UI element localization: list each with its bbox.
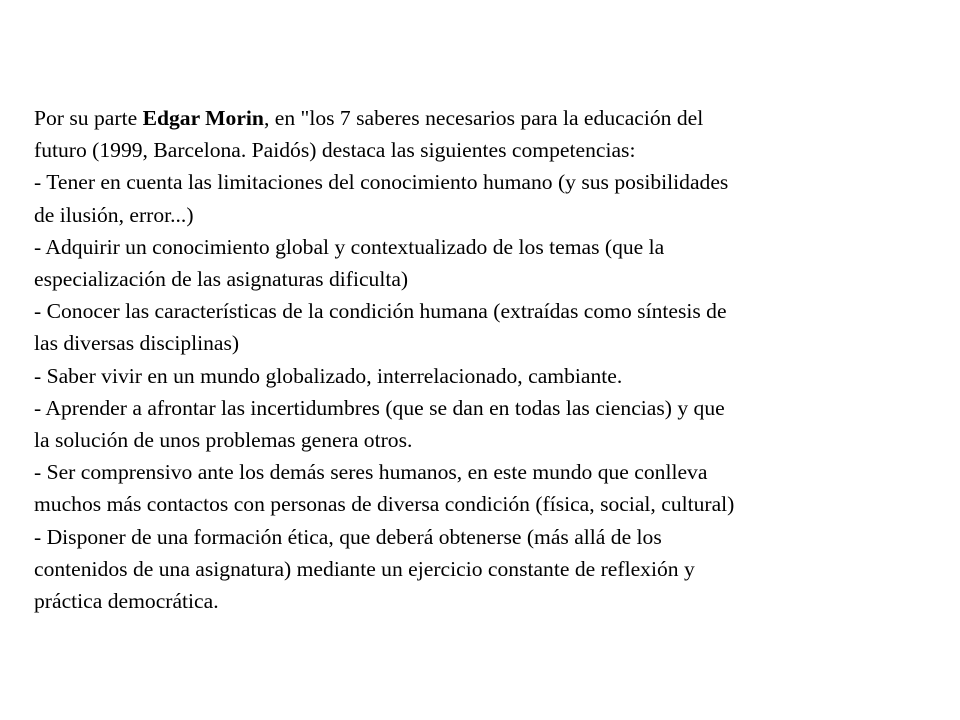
text-line-12: - Ser comprensivo ante los demás seres humanos, en este mundo que conlleva (34, 460, 708, 485)
text-line-9: - Saber vivir en un mundo globalizado, interrelacionado, cambiante. (34, 363, 623, 388)
text-line-1 (34, 102, 914, 134)
body-text (34, 102, 914, 617)
text-line-2: futuro (1999, Barcelona. Paidós) destaca las siguientes competencias: (34, 138, 636, 163)
text-line-14: - Disponer de una formación ética, que deberá obtenerse (más allá de los (34, 524, 662, 549)
text-line-3: - Tener en cuenta las limitaciones del conocimiento humano (y sus posibilidades (34, 170, 729, 195)
text-line-5: - Adquirir un conocimiento global y contextualizado de los temas (que la (34, 234, 665, 259)
text-line-16: práctica democrática. (34, 589, 219, 614)
intro-suffix: , en "los 7 saberes necesarios para la educación del (263, 106, 704, 130)
text-line-4: de ilusión, error...) (34, 202, 194, 227)
text-line-13: muchos más contactos con personas de diversa condición (física, social, cultural) (34, 492, 735, 517)
text-line-6: especialización de las asignaturas dificulta) (34, 267, 409, 292)
text-line-8: las diversas disciplinas) (34, 331, 240, 356)
intro-prefix: Por su parte (34, 106, 143, 130)
text-line-7: - Conocer las características de la condición humana (extraídas como síntesis de (34, 299, 727, 324)
text-line-10: - Aprender a afrontar las incertidumbres (que se dan en todas las ciencias) y que (34, 395, 725, 420)
text-line-11: la solución de unos problemas genera otros. (34, 428, 413, 453)
text-line-15: contenidos de una asignatura) mediante un ejercicio constante de reflexión y (34, 556, 695, 581)
author-name: Edgar Morin (142, 106, 264, 130)
